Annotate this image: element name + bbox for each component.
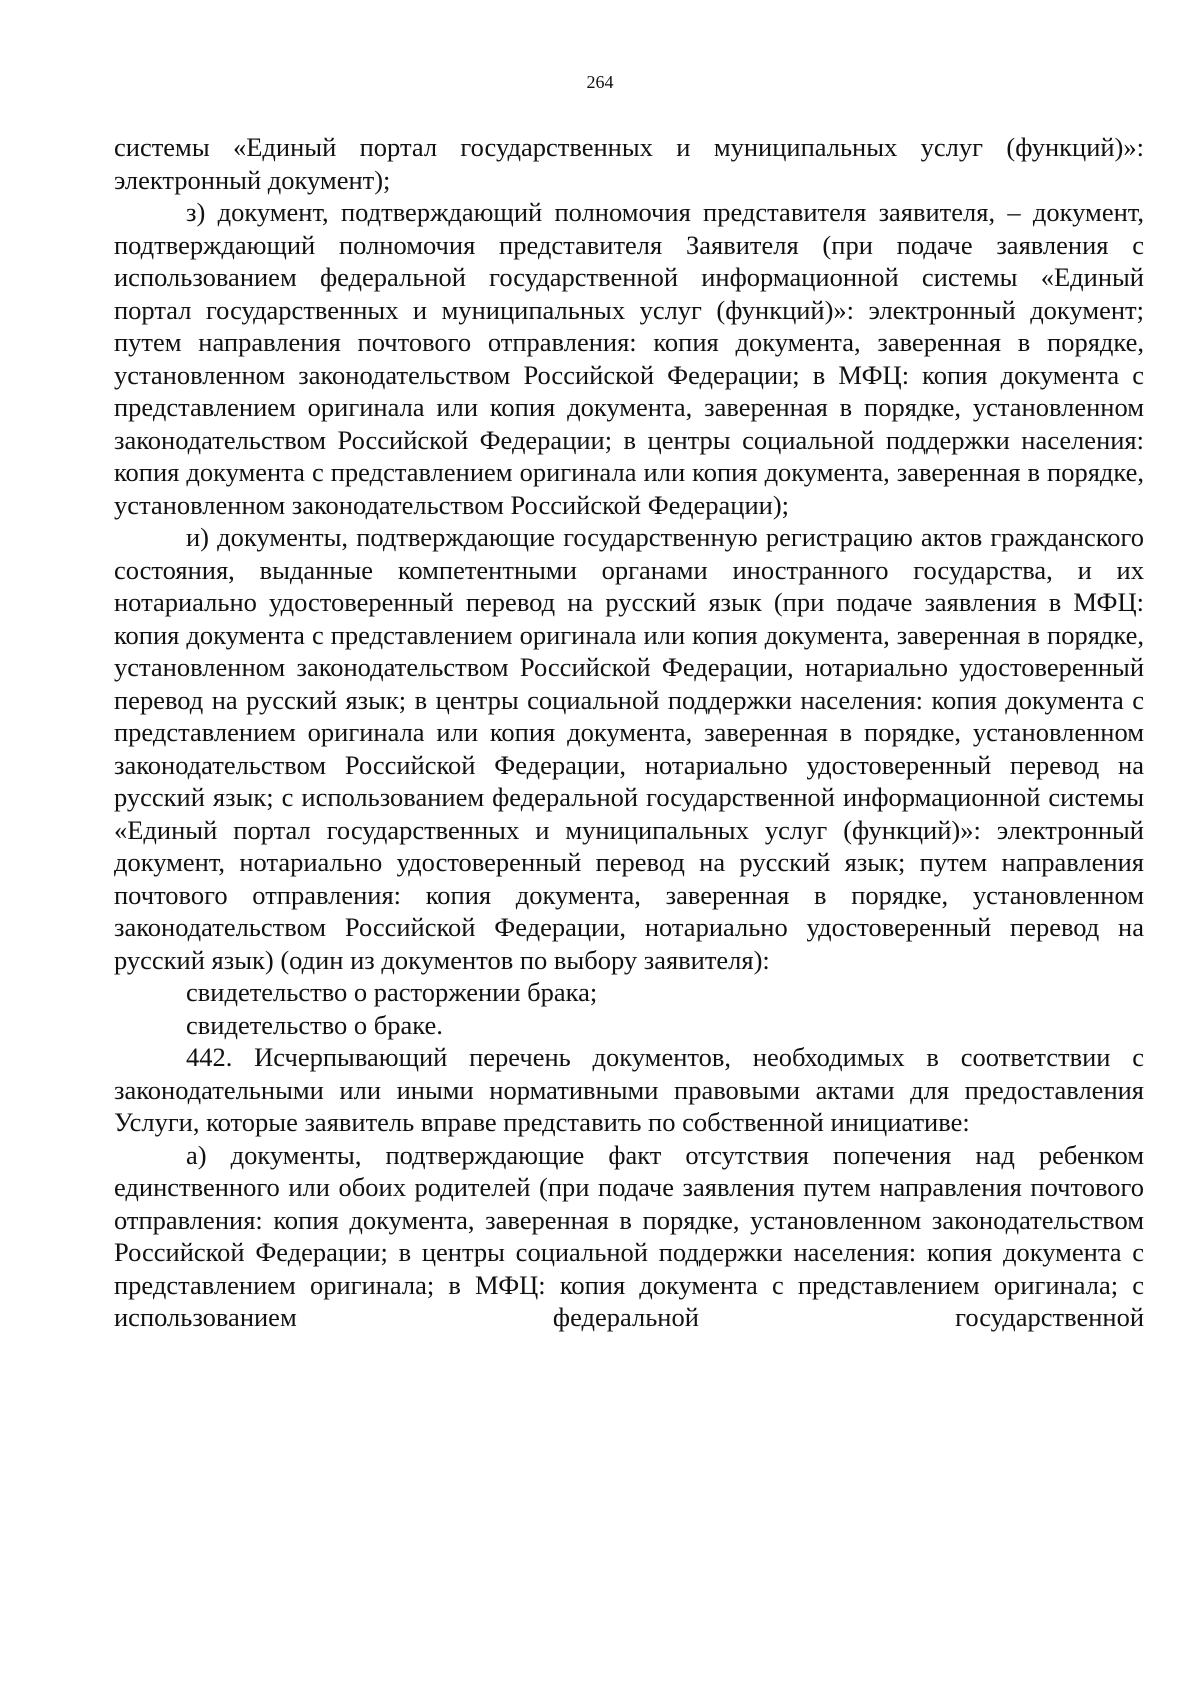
page-number: 264: [586, 72, 614, 92]
document-body: [114, 131, 1144, 1334]
paragraph-item-a: а) документы, подтверждающие факт отсутствия попечения над ребенком единственного или обоих родителей (при подаче заявления путем направления почтового отправления: копия документа, заверенная в порядке, установленном законодательством Российской Федерации; в центры социальной поддержки населения: копия документа с представлением оригинала; в МФЦ: копия документа с представлением оригинала; с использованием федеральной государственной: [114, 1139, 1144, 1332]
list-item-divorce-certificate: свидетельство о расторжении брака;: [186, 977, 598, 1007]
list-item-marriage-certificate: свидетельство о браке.: [186, 1009, 443, 1040]
paragraph-442: 442. Исчерпывающий перечень документов, необходимых в соответствии с законодательными или иными нормативными правовыми актами для предоставления Услуги, которые заявитель вправе представить по собственной инициативе:: [114, 1042, 1144, 1137]
paragraph-continuation: системы «Единый портал государственных и муниципальных услуг (функций)»: электронный документ);: [114, 132, 1144, 195]
paragraph-item-z: з) документ, подтверждающий полномочия представителя заявителя, – документ, подтверждающий полномочия представителя Заявителя (при подаче заявления с использованием федеральной государственной информационной системы «Единый портал государственных и муниципальных услуг (функций)»: электронный документ; путем направления почтового отправления: копия документа, заверенная в порядке, установленном законодательством Российской Федерации; в МФЦ: копия документа с представлением оригинала или копия документа, заверенная в порядке, установленном законодательством Российской Федерации; в центры социальной поддержки населения: копия документа с представлением оригинала или копия документа, заверенная в порядке, установленном законодательством Российской Федерации);: [114, 197, 1144, 520]
paragraph-item-i: и) документы, подтверждающие государственную регистрацию актов гражданского состояния, выданные компетентными органами иностранного государства, и их нотариально удостоверенный перевод на русский язык (при подаче заявления в МФЦ: копия документа с представлением оригинала или копия документа, заверенная в порядке, установленном законодательством Российской Федерации, нотариально удостоверенный перевод на русский язык; в центры социальной поддержки населения: копия документа с представлением оригинала или копия документа, заверенная в порядке, установленном законодательством Российской Федерации, нотариально удостоверенный перевод на русский язык; с использованием федеральной государственной информационной системы «Единый портал государственных и муниципальных услуг (функций)»: электронный документ, нотариально удостоверенный перевод на русский язык; путем направления почтового отправления: копия документа, заверенная в порядке, установленном законодательством Российской Федерации, нотариально удостоверенный перевод на русский язык) (один из документов по выбору заявителя):: [114, 522, 1144, 975]
